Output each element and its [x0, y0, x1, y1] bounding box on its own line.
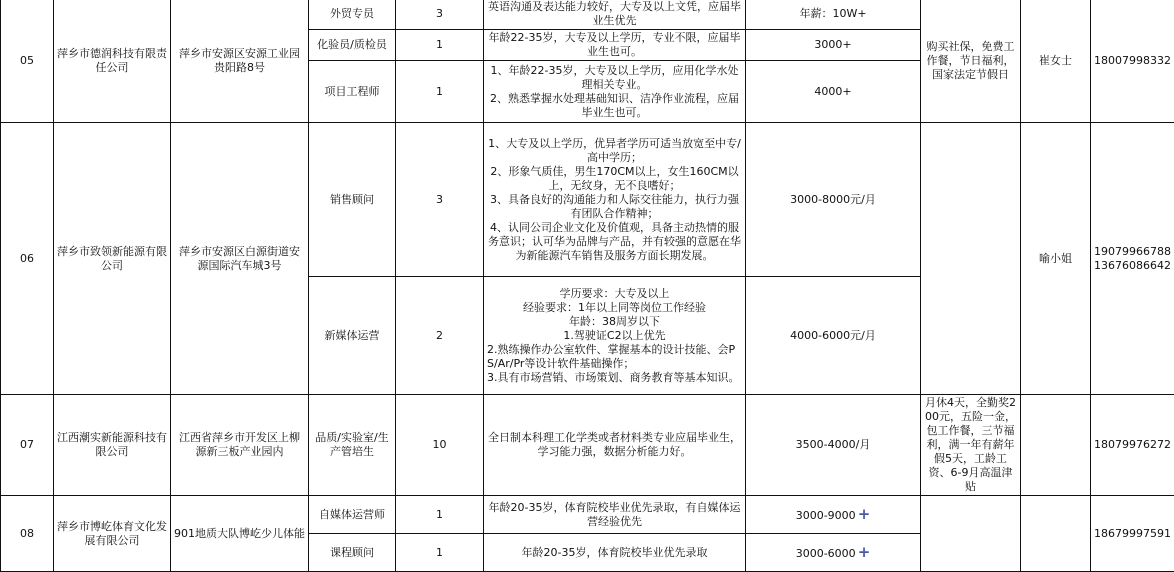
company-address: 江西省萍乡市开发区上柳源新三板产业园内 [171, 395, 309, 496]
contact-person: 崔女士 [1021, 0, 1091, 123]
contact-person [1021, 496, 1091, 572]
job-title: 化验员/质检员 [309, 30, 396, 61]
company-address: 萍乡市安源区安源工业园贵阳路8号 [171, 0, 309, 123]
job-count: 3 [396, 0, 484, 30]
company-benefits: 月休4天，全勤奖200元，五险一金，包工作餐，三节福利，满一年有薪年假5天，工龄工资、6-9月高温津贴 [921, 395, 1021, 496]
job-salary [746, 496, 921, 534]
job-title: 课程顾问 [309, 534, 396, 572]
job-salary: 4000-6000元/月 [746, 277, 921, 395]
contact-phone: 18007998332 [1091, 0, 1174, 123]
plus-icon: + [858, 505, 871, 523]
contact-phone: 18079976272 [1091, 395, 1174, 496]
job-count: 1 [396, 61, 484, 123]
job-salary [746, 534, 921, 572]
company-name: 江西潮实新能源科技有限公司 [54, 395, 171, 496]
job-salary: 4000+ [746, 61, 921, 123]
job-count: 1 [396, 496, 484, 534]
job-requirements: 学历要求：大专及以上 经验要求：1年以上同等岗位工作经验 年龄：38周岁以下 1.驾驶证C2以上优先 2.熟练操作办公室软件、掌握基本的设计技能、会PS/Ar/Pr等设计软件基础操作； 3.具有市场营销、市场策划、商务教育等基本知识。 [484, 277, 746, 395]
row-number: 06 [1, 123, 54, 395]
company-address: 萍乡市安源区白源街道安源国际汽车城3号 [171, 123, 309, 395]
job-title: 外贸专员 [309, 0, 396, 30]
company-name: 萍乡市德润科技有限责任公司 [54, 0, 171, 123]
row-number: 07 [1, 395, 54, 496]
job-requirements: 全日制本科理工化学类或者材料类专业应届毕业生，学习能力强，数据分析能力好。 [484, 395, 746, 496]
company-name: 萍乡市致领新能源有限公司 [54, 123, 171, 395]
table-row [1, 496, 1174, 534]
company-benefits [921, 496, 1021, 572]
job-requirements: 英语沟通及表达能力较好，大专及以上文凭，应届毕业生优先 [484, 0, 746, 30]
salary-text: 3000-9000 [796, 509, 856, 522]
row-number: 05 [1, 0, 54, 123]
table-row [1, 123, 1174, 277]
company-name: 萍乡市博屹体育文化发展有限公司 [54, 496, 171, 572]
job-requirements: 1、大专及以上学历，优异者学历可适当放宽至中专/高中学历； 2、形象气质佳，男生170CM以上，女生160CM以上，无纹身，无不良嗜好； 3、具备良好的沟通能力和人际交往能力，执行力强有团队合作精神； 4、认同公司企业文化及价值观，具备主动热情的服务意识；认可华为品牌与产品，并有较强的意愿在华为新能源汽车销售及服务方面长期发展。 [484, 123, 746, 277]
contact-person [1021, 395, 1091, 496]
job-salary: 年薪：10W+ [746, 0, 921, 30]
job-salary: 3500-4000/月 [746, 395, 921, 496]
job-count: 3 [396, 123, 484, 277]
plus-icon: + [858, 543, 871, 561]
job-requirements: 1、年龄22-35岁，大专及以上学历，应用化学水处理相关专业。 2、熟悉掌握水处理基础知识、洁净作业流程，应届毕业生也可。 [484, 61, 746, 123]
job-count: 1 [396, 30, 484, 61]
job-title: 新媒体运营 [309, 277, 396, 395]
job-salary: 3000-8000元/月 [746, 123, 921, 277]
company-address: 901地质大队博屹少儿体能 [171, 496, 309, 572]
contact-phone: 19079966788 13676086642 [1091, 123, 1174, 395]
job-title: 自媒体运营师 [309, 496, 396, 534]
job-requirements: 年龄20-35岁，体育院校毕业优先录取 [484, 534, 746, 572]
table-row [1, 395, 1174, 496]
job-salary: 3000+ [746, 30, 921, 61]
row-number: 08 [1, 496, 54, 572]
job-title: 品质/实验室/生产管培生 [309, 395, 396, 496]
job-requirements: 年龄22-35岁，大专及以上学历，专业不限，应届毕业生也可。 [484, 30, 746, 61]
contact-phone: 18679997591 [1091, 496, 1174, 572]
company-benefits: 购买社保，免费工作餐，节日福利，国家法定节假日 [921, 0, 1021, 123]
salary-text: 3000-6000 [796, 547, 856, 560]
job-count: 1 [396, 534, 484, 572]
company-benefits [921, 123, 1021, 395]
table-row [1, 0, 1174, 30]
job-title: 项目工程师 [309, 61, 396, 123]
job-title: 销售顾问 [309, 123, 396, 277]
job-requirements: 年龄20-35岁，体育院校毕业优先录取，有自媒体运营经验优先 [484, 496, 746, 534]
job-count: 10 [396, 395, 484, 496]
contact-person: 喻小姐 [1021, 123, 1091, 395]
job-count: 2 [396, 277, 484, 395]
